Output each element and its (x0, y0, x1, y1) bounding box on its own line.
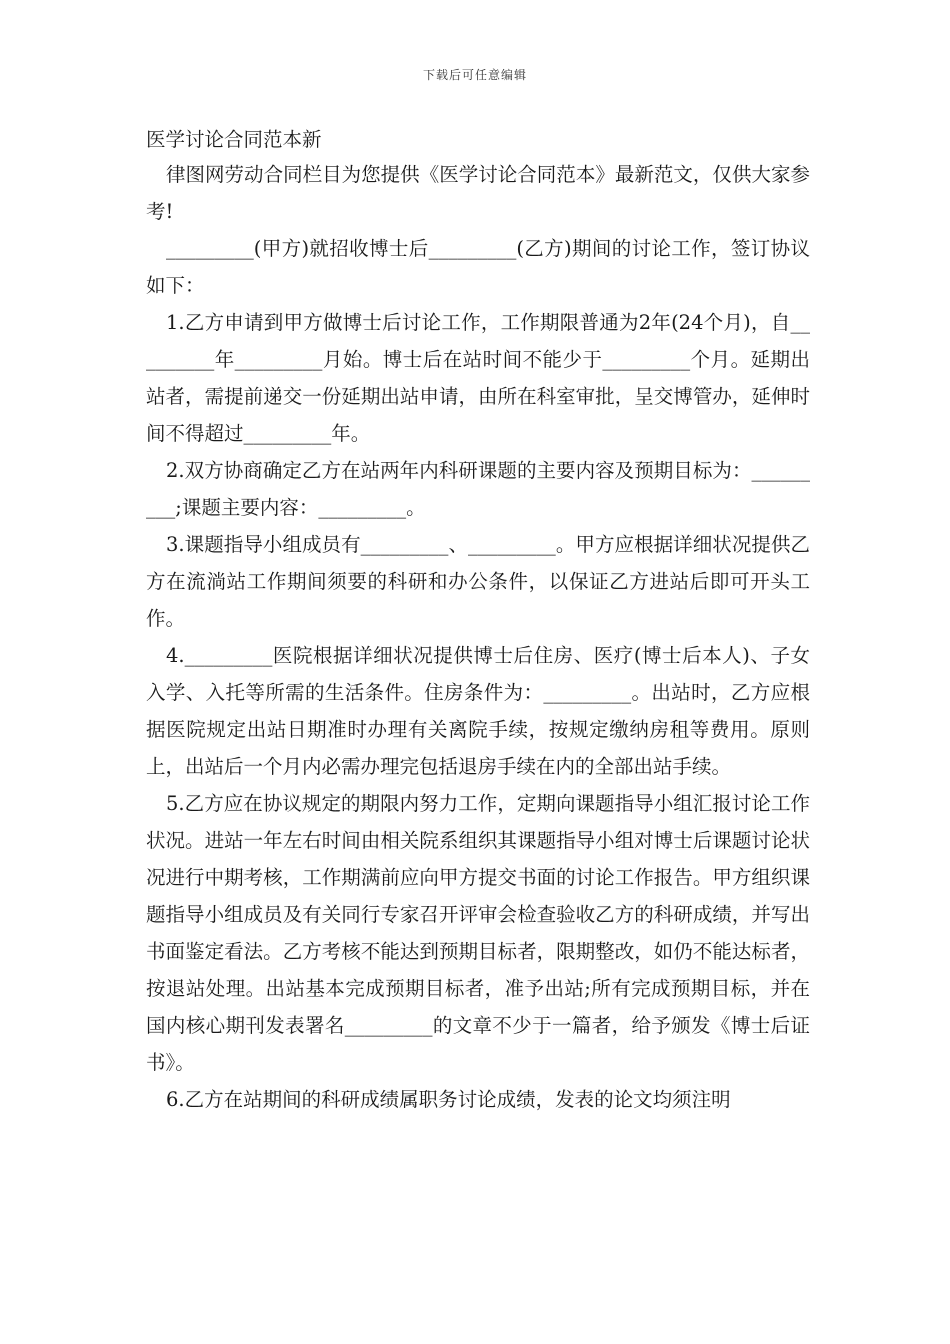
intro-paragraph: 律图网劳动合同栏目为您提供《医学讨论合同范本》最新范文，仅供大家参考! (146, 163, 810, 223)
clause-3-paragraph: 3.课题指导小组成员有_________、_________。甲方应根据详细状况提供乙方在流淌站工作期间须要的科研和办公条件，以保证乙方进站后即可开头工作。 (146, 533, 810, 630)
clause-6-paragraph: 6.乙方在站期间的科研成绩属职务讨论成绩，发表的论文均须注明 (166, 1088, 731, 1111)
document-body (146, 124, 810, 1118)
clause-4-paragraph: 4._________医院根据详细状况提供博士后住房、医疗(博士后本人)、子女入学、入托等所需的生活条件。住房条件为：_________。出站时，乙方应根据医院规定出站日期准时办理有关离院手续，按规定缴纳房租等费用。原则上，出站后一个月内必需办理完包括退房手续在内的全部出站手续。 (146, 644, 810, 778)
document-title: 医学讨论合同范本新 (146, 128, 322, 151)
page-header-note: 下载后可任意编辑 (422, 68, 527, 82)
clause-1-paragraph: 1.乙方申请到甲方做博士后讨论工作，工作期限普通为2年(24个月)，自_________年_________月始。博士后在站时间不能少于_________个月。延期出站者，需提前递交一份延期出站申请，由所在科室审批，呈交博管办，延伸时间不得超过_________年。 (146, 311, 810, 445)
clause-2-paragraph: 2.双方协商确定乙方在站两年内科研课题的主要内容及预期目标为：_________;课题主要内容：_________。 (146, 459, 810, 519)
parties-paragraph: _________(甲方)就招收博士后_________(乙方)期间的讨论工作，签订协议如下： (146, 237, 810, 297)
clause-5-paragraph: 5.乙方应在协议规定的期限内努力工作，定期向课题指导小组汇报讨论工作状况。进站一年左右时间由相关院系组织其课题指导小组对博士后课题讨论状况进行中期考核，工作期满前应向甲方提交书面的讨论工作报告。甲方组织课题指导小组成员及有关同行专家召开评审会检查验收乙方的科研成绩，并写出书面鉴定看法。乙方考核不能达到预期目标者，限期整改，如仍不能达标者，按退站处理。出站基本完成预期目标者，准予出站;所有完成预期目标，并在国内核心期刊发表署名_________的文章不少于一篇者，给予颁发《博士后证书》。 (146, 792, 810, 1074)
